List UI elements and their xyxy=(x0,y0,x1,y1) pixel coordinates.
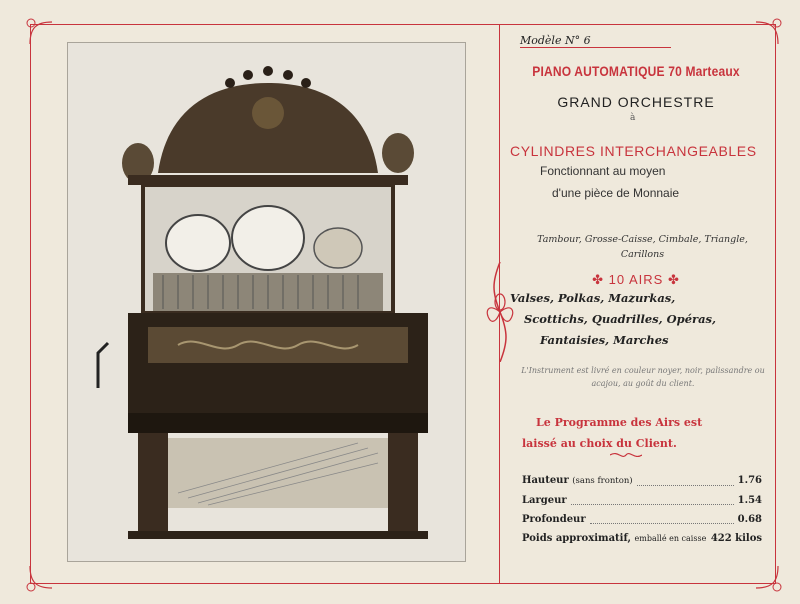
genre-line: Fantaisies, Marches xyxy=(540,333,669,347)
corner-ornament-icon xyxy=(756,14,786,44)
instruments-list: Tambour, Grosse-Caisse, Cimbale, Triangle, Carillons xyxy=(537,234,748,260)
piano-photograph xyxy=(67,42,466,562)
spec-height: Hauteur (sans fronton) 1.76 xyxy=(522,471,762,491)
conjunction: à xyxy=(630,113,636,123)
programme-line-1: Le Programme des Airs est xyxy=(536,416,703,429)
genre-line: Valses, Polkas, Mazurkas, xyxy=(510,291,676,305)
finish-note: L'Instrument est livré en couleur noyer, noir, palissandre ou acajou, au goût du client. xyxy=(521,366,765,388)
spec-weight: Poids approximatif, emballé en caisse 422 kilos xyxy=(522,533,762,544)
flower-bullet-icon: ✤ xyxy=(592,272,609,287)
subtitle: GRAND ORCHESTRE xyxy=(557,94,715,110)
programme-line-2: laissé au choix du Client. xyxy=(522,437,677,450)
spec-depth: Profondeur 0.68 xyxy=(522,510,762,529)
genre-line: Scottichs, Quadrilles, Opéras, xyxy=(524,312,717,326)
cylinders-heading: CYLINDRES INTERCHANGEABLES xyxy=(510,143,757,159)
function-line-1: Fonctionnant au moyen xyxy=(540,164,666,178)
orchestrion-piano-illustration xyxy=(68,43,465,561)
model-number: Modèle N° 6 xyxy=(520,34,671,48)
programme-note xyxy=(522,412,772,454)
spec-width: Largeur 1.54 xyxy=(522,491,762,510)
corner-ornament-icon xyxy=(756,566,786,596)
genres-list xyxy=(510,288,772,351)
page-title: PIANO AUTOMATIQUE 70 Marteaux xyxy=(532,63,740,79)
corner-ornament-icon xyxy=(22,566,52,596)
function-line-2: d'une pièce de Monnaie xyxy=(552,186,680,200)
specifications xyxy=(522,471,762,548)
flower-bullet-icon: ✤ xyxy=(663,272,680,287)
flourish-icon xyxy=(610,450,642,460)
airs-heading: ✤ 10 AIRS ✤ xyxy=(592,272,680,287)
corner-ornament-icon xyxy=(22,14,52,44)
